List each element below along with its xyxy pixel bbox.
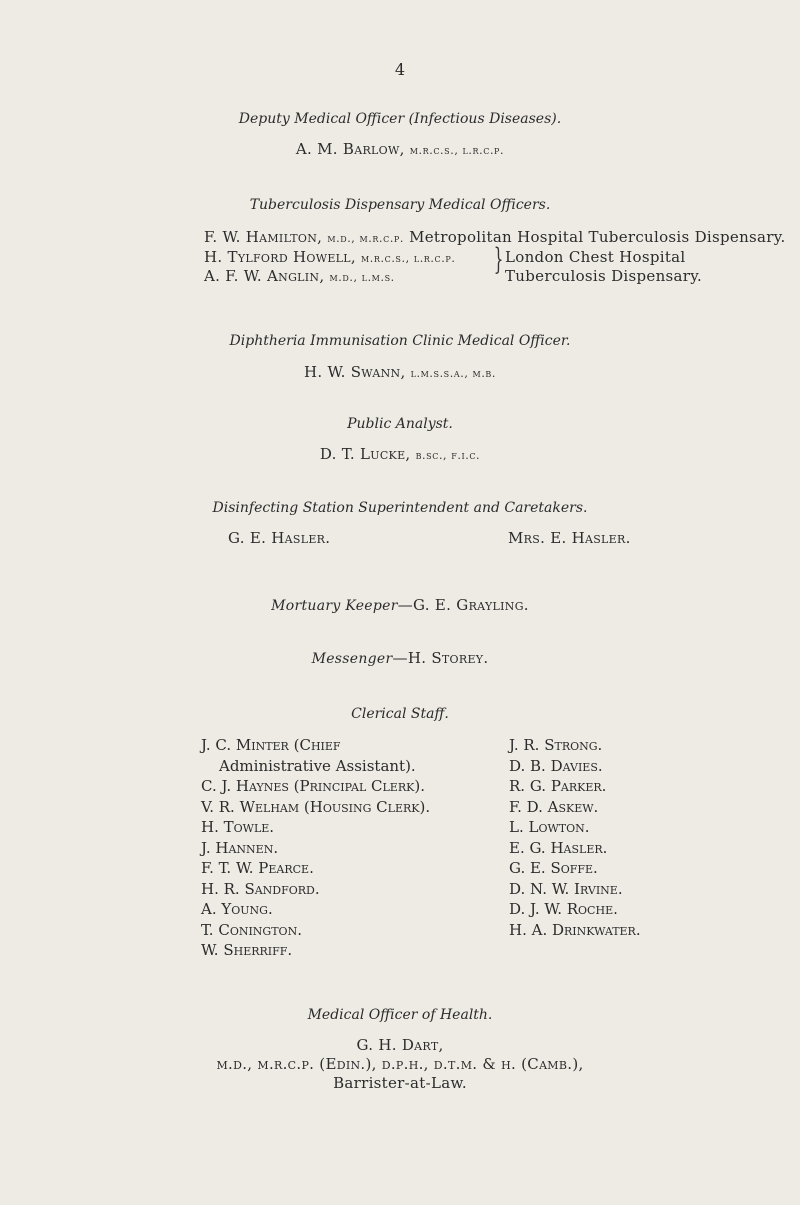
messenger-line: Messenger—H. Storey. bbox=[311, 649, 489, 667]
list-item: Administrative Assistant). bbox=[219, 756, 416, 775]
moh-name: G. H. Dart, bbox=[356, 1036, 444, 1054]
deputy-quals: m.r.c.s., l.r.c.p. bbox=[409, 144, 505, 157]
list-item: V. R. Welham (Housing Clerk). bbox=[201, 797, 431, 816]
list-item: H. Towle. bbox=[201, 818, 275, 836]
page-number: 4 bbox=[394, 60, 406, 79]
brace-icon: } bbox=[493, 242, 504, 277]
list-item: J. R. Strong. bbox=[509, 736, 603, 754]
tb-officer-1: F. W. Hamilton, m.d., m.r.c.p. Metropolitan Hospital Tuberculosis Dispensary. bbox=[204, 228, 786, 246]
list-item: A. Young. bbox=[201, 900, 273, 918]
list-item: E. G. Hasler. bbox=[509, 838, 608, 857]
list-item: J. C. Minter (Chief bbox=[201, 736, 341, 754]
moh-barrister: Barrister-at-Law. bbox=[333, 1074, 467, 1092]
list-item: W. Sherriff. bbox=[201, 941, 293, 959]
tb-heading: Tuberculosis Dispensary Medical Officers. bbox=[249, 197, 551, 213]
tb-shared-place-1: London Chest Hospital bbox=[505, 248, 686, 266]
deputy-entry bbox=[0, 140, 800, 158]
disinfecting-left: G. E. Hasler. bbox=[228, 529, 331, 547]
diphtheria-heading: Diphtheria Immunisation Clinic Medical Officer. bbox=[229, 333, 571, 349]
moh-heading: Medical Officer of Health. bbox=[307, 1007, 493, 1023]
analyst-entry: D. T. Lucke, b.sc., f.i.c. bbox=[319, 445, 481, 463]
list-item: C. J. Haynes (Principal Clerk). bbox=[201, 777, 425, 795]
mortuary-line: Mortuary Keeper—G. E. Grayling. bbox=[271, 596, 529, 614]
list-item: L. Lowton. bbox=[509, 818, 590, 836]
list-item: D. N. W. Irvine. bbox=[509, 879, 623, 898]
diphtheria-entry: H. W. Swann, l.m.s.s.a., m.b. bbox=[303, 363, 496, 381]
list-item: D. B. Davies. bbox=[509, 756, 603, 775]
deputy-heading: Deputy Medical Officer (Infectious Diseases). bbox=[238, 111, 562, 127]
deputy-name: A. M. Barlow, bbox=[295, 140, 405, 158]
disinfecting-right: Mrs. E. Hasler. bbox=[508, 529, 631, 547]
tb-shared-place-2: Tuberculosis Dispensary. bbox=[505, 267, 703, 285]
disinfecting-heading: Disinfecting Station Superintendent and Caretakers. bbox=[212, 500, 588, 516]
list-item: H. R. Sandford. bbox=[201, 879, 320, 898]
list-item: R. G. Parker. bbox=[509, 777, 607, 795]
list-item: T. Conington. bbox=[201, 920, 302, 939]
moh-quals: m.d., m.r.c.p. (Edin.), d.p.h., d.t.m. & h. (Camb.), bbox=[216, 1055, 584, 1073]
clerical-left-column bbox=[201, 735, 430, 961]
tb-officer-2: H. Tylford Howell, m.r.c.s., l.r.c.p. bbox=[204, 248, 456, 266]
clerical-heading: Clerical Staff. bbox=[351, 706, 449, 722]
list-item: F. D. Askew. bbox=[509, 797, 599, 816]
list-item: F. T. W. Pearce. bbox=[201, 859, 314, 877]
analyst-heading: Public Analyst. bbox=[347, 416, 453, 432]
list-item: D. J. W. Roche. bbox=[509, 900, 618, 918]
list-item: H. A. Drinkwater. bbox=[509, 920, 641, 939]
clerical-right-column bbox=[509, 735, 641, 940]
list-item: G. E. Soffe. bbox=[509, 859, 598, 877]
list-item: J. Hannen. bbox=[201, 838, 279, 857]
tb-officer-3: A. F. W. Anglin, m.d., l.m.s. bbox=[204, 267, 395, 285]
